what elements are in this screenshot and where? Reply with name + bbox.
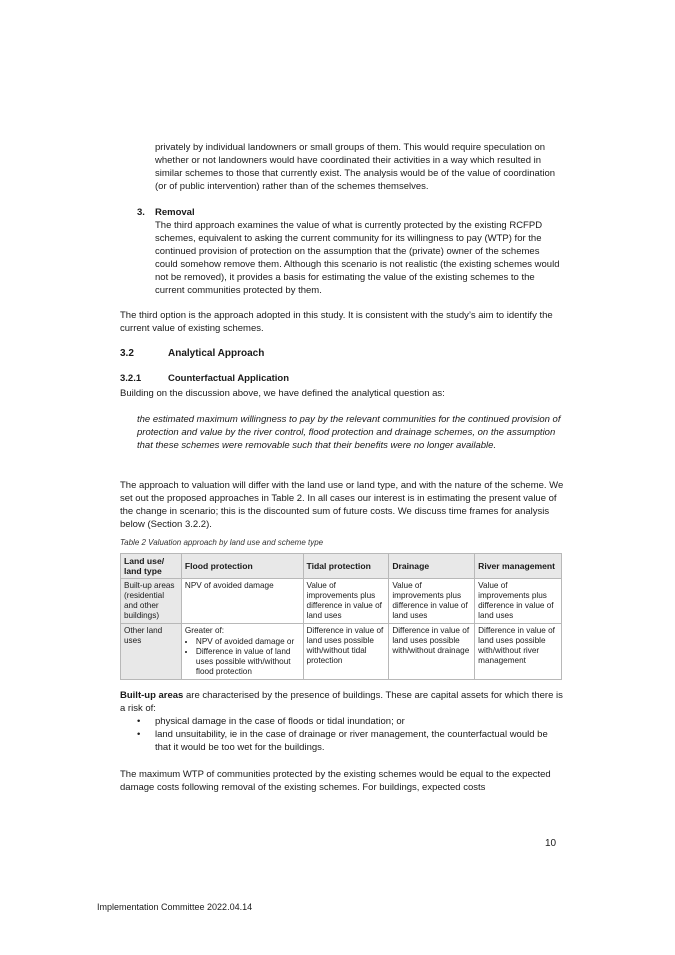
header-land-use: Land use/ land type: [121, 554, 182, 579]
cell-flood-bullets: [185, 637, 300, 677]
risk-bullet-list: [137, 715, 562, 754]
analytical-question-intro: Building on the discussion above, we have defined the analytical question as:: [120, 388, 445, 399]
cell-river: Value of improvements plus difference in value of land uses: [475, 579, 562, 624]
list-item: • physical damage in the case of floods or tidal inundation; or: [137, 715, 562, 728]
section-title: Analytical Approach: [168, 348, 265, 359]
item-number: 3.: [137, 207, 145, 218]
cell-bullet: • Difference in value of land uses possible with/without flood protection: [196, 647, 300, 677]
header-river-management: River management: [475, 554, 562, 579]
header-flood-protection: Flood protection: [181, 554, 303, 579]
table-row: [121, 624, 562, 680]
wtp-paragraph: The maximum WTP of communities protected by the existing schemes would be equal to the expected damage costs following removal of the existing schemes. For buildings, expected costs: [120, 769, 551, 793]
page-number: 10: [545, 838, 557, 849]
cell-drainage: Difference in value of land uses possible with/without drainage: [389, 624, 475, 680]
section-heading-3-2: [120, 348, 264, 359]
cell-bullet: • NPV of avoided damage or: [196, 637, 300, 647]
built-up-areas-text: are characterised by the presence of buildings. These are capital assets for which there is a risk of:: [120, 690, 563, 714]
cell-tidal: Value of improvements plus difference in value of land uses: [303, 579, 389, 624]
table-caption: Table 2 Valuation approach by land use and scheme type: [120, 538, 324, 547]
table-header-row: [121, 554, 562, 579]
row-label: Other land uses: [121, 624, 182, 680]
subsection-heading-3-2-1: [120, 373, 289, 384]
cell-drainage: Value of improvements plus difference in value of land uses: [389, 579, 475, 624]
header-drainage: Drainage: [389, 554, 475, 579]
subsection-title: Counterfactual Application: [168, 373, 290, 384]
table-row: [121, 579, 562, 624]
cell-flood: NPV of avoided damage: [181, 579, 303, 624]
cell-tidal: Difference in value of land uses possible with/without tidal protection: [303, 624, 389, 680]
item-title: Removal: [155, 207, 195, 218]
item-body: The third approach examines the value of what is currently protected by the existing RCFPD schemes, equivalent to asking the current community for its willingness to pay (WTP) for the continued provision of protection on the assumption that the (private) owner of the schemes could somehow remove them. Although this scenario is not realistic (the existing schemes would not be removed), it provides a basis for estimating the value of the existing schemes to the current communities protected by them.: [155, 220, 560, 296]
cell-flood-intro: Greater of:: [184, 626, 225, 635]
approach-paragraph: The approach to valuation will differ with the land use or land type, and with the nature of the scheme. We set out the proposed approaches in Table 2. In all cases our interest is in estimating the present value of the change in scenario; this is the discounted sum of future costs. We discuss time frames for analysis below (Section 3.2.2).: [120, 480, 564, 530]
analytical-question-quote: the estimated maximum willingness to pay by the relevant communities for the continued provision of protection and value by the river control, flood protection and drainage schemes, on the assumption that these schemes were removable such that their benefits were no longer available.: [137, 414, 561, 451]
cell-river: Difference in value of land uses possible with/without river management: [475, 624, 562, 680]
built-up-areas-term: Built-up areas: [120, 690, 184, 701]
header-tidal-protection: Tidal protection: [303, 554, 389, 579]
valuation-table: [120, 553, 562, 680]
list-item: • land unsuitability, ie in the case of drainage or river management, the counterfactual would be that it would be too wet for the buildings.: [137, 728, 562, 754]
section-number: 3.2: [120, 348, 134, 359]
row-label: Built-up areas (residential and other buildings): [121, 579, 182, 624]
built-up-areas-paragraph: [120, 689, 565, 715]
subsection-number: 3.2.1: [120, 373, 142, 384]
numbered-item-removal: [137, 206, 562, 297]
third-option-paragraph: The third option is the approach adopted in this study. It is consistent with the study’s aim to identify the current value of existing schemes.: [120, 310, 553, 334]
continuation-paragraph: privately by individual landowners or small groups of them. This would require speculation on whether or not landowners would have coordinated their activities in a way which resulted in similar schemes to those that currently exist. The analysis would be of the value of coordination (or of public intervention) rather than of the schemes themselves.: [155, 142, 556, 192]
page-footer: Implementation Committee 2022.04.14: [97, 902, 253, 912]
cell-flood: [181, 624, 303, 680]
